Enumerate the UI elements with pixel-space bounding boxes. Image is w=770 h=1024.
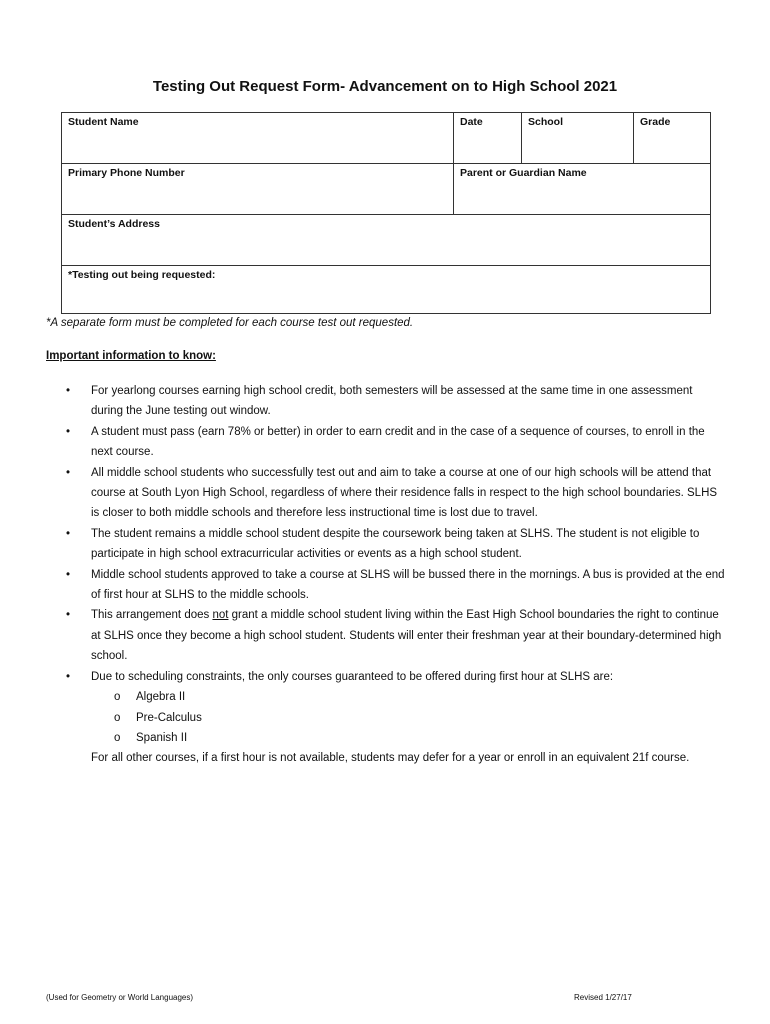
parent-guardian-field[interactable] xyxy=(454,164,711,215)
bullet-icon: • xyxy=(66,670,71,683)
course-item xyxy=(46,687,726,707)
list-item-text: Middle school students approved to take a course at SLHS will be bussed there in the mornings. A bus is provided at the end of first hour at SLHS to the middle schools. xyxy=(91,568,725,602)
bullet-icon: • xyxy=(66,527,71,540)
school-field[interactable] xyxy=(522,113,634,164)
footer-revised-date: Revised 1/27/17 xyxy=(574,993,632,1002)
student-address-label: Student’s Address xyxy=(68,218,160,230)
student-address-field[interactable] xyxy=(62,215,711,266)
bullet-icon: • xyxy=(66,425,71,438)
bullet-icon: • xyxy=(66,466,71,479)
separate-form-note: *A separate form must be completed for each course test out requested. xyxy=(46,317,414,329)
other-courses-note: For all other courses, if a first hour is not available, students may defer for a year or enroll in an equivalent 21f course. xyxy=(91,752,690,765)
list-item xyxy=(46,667,726,687)
list-item xyxy=(46,605,726,666)
list-item xyxy=(46,422,726,463)
testing-out-label: *Testing out being requested: xyxy=(68,269,216,281)
course-item xyxy=(46,708,726,728)
important-info-heading: Important information to know: xyxy=(46,350,216,362)
emphasis-not: not xyxy=(212,609,229,622)
list-item-text-before: This arrangement does xyxy=(91,609,213,622)
list-item xyxy=(46,565,726,606)
bullet-icon: • xyxy=(66,385,71,397)
course-name: Spanish II xyxy=(136,731,188,744)
circle-bullet-icon: o xyxy=(114,711,121,724)
list-item xyxy=(46,463,726,524)
footer-usage-note: (Used for Geometry or World Languages) xyxy=(46,993,194,1002)
info-list xyxy=(46,381,726,769)
list-item-text-after: grant a middle school student living within the East High School boundaries the right to continue at SLHS once they become a high school student. Students will enter their freshman year at their boundary-determined high school. xyxy=(91,609,722,663)
circle-bullet-icon: o xyxy=(114,691,121,704)
course-name: Pre-Calculus xyxy=(136,711,202,724)
primary-phone-label: Primary Phone Number xyxy=(68,167,185,179)
page-title: Testing Out Request Form- Advancement on to High School 2021 xyxy=(152,78,618,95)
bullet-icon: • xyxy=(66,609,71,622)
date-label: Date xyxy=(460,116,483,128)
list-item-text: A student must pass (earn 78% or better) in order to earn credit and in the case of a sequence of courses, to enroll in the next course. xyxy=(91,425,705,459)
student-name-label: Student Name xyxy=(68,116,139,128)
grade-label: Grade xyxy=(640,116,671,128)
list-item xyxy=(46,381,726,422)
parent-guardian-label: Parent or Guardian Name xyxy=(460,167,587,179)
bullet-icon: • xyxy=(66,568,71,581)
primary-phone-field[interactable] xyxy=(62,164,454,215)
school-label: School xyxy=(528,116,564,128)
list-item-text: The student remains a middle school student despite the coursework being taken at SLHS. The student is not eligible to participate in high school extracurricular activities or events as a high school student. xyxy=(91,527,700,561)
testing-out-field[interactable] xyxy=(62,266,711,314)
course-item xyxy=(46,728,726,748)
course-name: Algebra II xyxy=(136,691,186,704)
date-field[interactable] xyxy=(454,113,522,164)
list-item-text: All middle school students who successfully test out and aim to take a course at one of our high schools will be attend that course at South Lyon High School, regardless of where their residence falls in respect to the high school boundaries. SLHS is closer to both middle schools and therefore less instructional time is lost due to travel. xyxy=(91,466,718,520)
student-name-field[interactable] xyxy=(62,113,454,164)
list-item-text: For yearlong courses earning high school credit, both semesters will be assessed at the same time in one assessment during the June testing out window. xyxy=(91,385,693,418)
circle-bullet-icon: o xyxy=(114,731,121,744)
grade-field[interactable] xyxy=(634,113,711,164)
request-form-table xyxy=(61,112,711,314)
list-item xyxy=(46,524,726,565)
list-item-text: Due to scheduling constraints, the only courses guaranteed to be offered during first hour at SLHS are: xyxy=(91,670,614,683)
